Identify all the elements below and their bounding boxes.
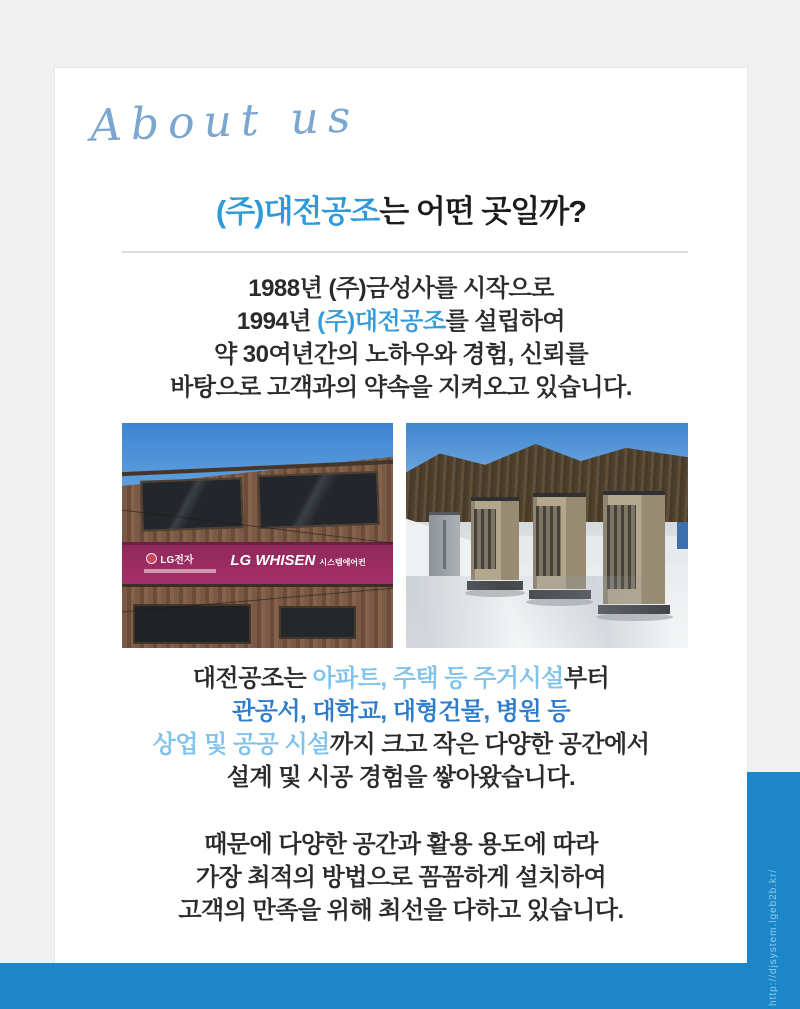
blue-structure: [677, 522, 688, 549]
storefront-sign: [122, 542, 393, 585]
sign-system-text: 시스템에어컨: [319, 558, 366, 568]
about-us-script-heading: About us: [89, 91, 361, 152]
unit-grille: [536, 506, 561, 576]
commitment-line-2: 가장 최적의 방법으로 꼼꼼하게 설치하여: [195, 864, 607, 891]
sign-lg-text: LG전자: [160, 554, 194, 566]
sign-whisen-text: LG WHISEN: [230, 552, 316, 570]
intro-line-3: 약 30여년간의 노하우와 경험, 신뢰를: [213, 341, 589, 368]
commitment-line-3: 고객의 만족을 위해 최선을 다하고 있습니다.: [178, 897, 624, 924]
lg-logo-icon: [146, 553, 157, 564]
sign-small-subline: [144, 569, 216, 573]
facilities-line-1: [55, 662, 747, 695]
eave-line: [122, 584, 393, 587]
facilities-paragraph: [55, 662, 747, 794]
sign-lg-block: [146, 551, 193, 566]
blue-bottom-bar: [0, 963, 800, 1009]
page-title-company-highlight: (주)대전공조: [215, 194, 380, 229]
company-building-photo: [122, 423, 393, 648]
facilities-line-1-pre: 대전공조는: [192, 665, 313, 692]
content-card: [55, 68, 747, 963]
page-title-rest: 는 어떤 곳일까?: [379, 194, 587, 229]
upper-window-right: [257, 470, 379, 528]
unit-grille: [474, 509, 496, 568]
intro-line-4: 바탕으로 고객과의 약속을 지켜오고 있습니다.: [170, 374, 632, 401]
page-title: [55, 186, 747, 231]
unit-body: [533, 493, 587, 589]
upper-window-left: [140, 477, 243, 532]
roof-reflection: [406, 576, 688, 648]
facilities-line-1-residential: 아파트, 주택 등 주거시설: [312, 665, 564, 692]
facilities-line-3-post: 까지 크고 작은 다양한 공간에서: [329, 731, 650, 758]
intro-line-2-pre: 1994년: [236, 308, 318, 335]
rooftop-hvac-photo: [406, 423, 688, 648]
sign-whisen-block: [230, 552, 365, 570]
facilities-line-4: 설계 및 시공 경험을 쌓아왔습니다.: [226, 764, 576, 791]
facilities-line-2: 관공서, 대학교, 대형건물, 병원 등: [231, 698, 571, 725]
intro-line-2-company: (주)대전공조: [317, 308, 446, 335]
cabinet-door: [443, 520, 446, 569]
facilities-line-3: [55, 728, 747, 761]
facilities-line-3-commercial: 상업 및 공공 시설: [152, 731, 330, 758]
facilities-line-1-post: 부터: [563, 665, 610, 692]
intro-line-1: 1988년 (주)금성사를 시작으로: [248, 275, 554, 302]
unit-body: [471, 497, 519, 579]
electrical-cabinet: [429, 512, 460, 576]
intro-line-2-post: 를 설립하여: [445, 308, 566, 335]
divider-line: [122, 251, 688, 253]
vertical-url-text: http://djsystem.lgeb2b.kr/: [768, 868, 779, 1006]
intro-line-2: [55, 305, 747, 338]
commitment-line-1: 때문에 다양한 공간과 활용 용도에 따라: [204, 831, 598, 858]
commitment-paragraph: [55, 828, 747, 927]
intro-paragraph: [55, 272, 747, 404]
lower-window-right: [279, 606, 356, 639]
